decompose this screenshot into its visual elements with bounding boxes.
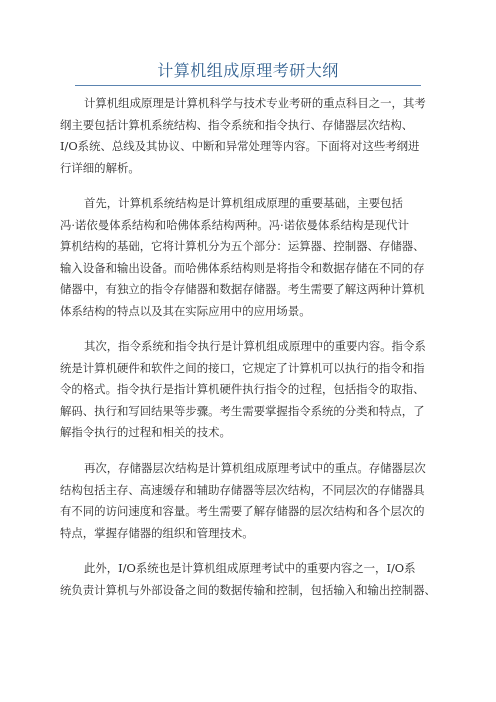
paragraph-line: 输入设备和输出设备。而哈佛体系结构则是将指令和数据存储在不同的存 bbox=[60, 260, 425, 275]
paragraph-line: 结构包括主存、高速缓存和辅助存储器等层次结构，不同层次的存储器具 bbox=[60, 482, 425, 497]
paragraph-line: 体系结构的特点以及其在实际应用中的应用场景。 bbox=[60, 303, 311, 318]
paragraph-line: 冯·诺依曼体系结构和哈佛体系结构两种。冯·诺依曼体系结构是现代计 bbox=[60, 217, 409, 232]
paragraph-architecture bbox=[60, 193, 440, 322]
paragraph-line: 统是计算机硬件和软件之间的接口，它规定了计算机可以执行的指令和指 bbox=[60, 360, 425, 375]
document-title: 计算机组成原理考研大纲 bbox=[157, 61, 339, 80]
paragraph-line: 再次，存储器层次结构是计算机组成原理考试中的重点。存储器层次 bbox=[84, 461, 426, 475]
paragraph-line: 算机结构的基础，它将计算机分为五个部分：运算器、控制器、存储器、 bbox=[60, 239, 425, 253]
paragraph-intro bbox=[60, 93, 440, 179]
title-underline bbox=[75, 85, 421, 86]
paragraph-line: I/O系统、总线及其协议、中断和异常处理等内容。下面将对这些考纲进 bbox=[60, 139, 420, 153]
paragraph-line: 特点，掌握存储器的组织和管理技术。 bbox=[60, 525, 254, 540]
paragraph-line: 储器中，有独立的指令存储器和数据存储器。考生需要了解这两种计算机 bbox=[60, 282, 425, 296]
paragraph-line: 首先，计算机系统结构是计算机组成原理的重要基础，主要包括 bbox=[84, 196, 403, 210]
paragraph-line: 统负责计算机与外部设备之间的数据传输和控制，包括输入和输出控制器、 bbox=[60, 582, 436, 597]
paragraph-line: 解码、执行和写回结果等步骤。考生需要掌握指令系统的分类和特点，了 bbox=[60, 403, 425, 418]
paragraph-line: 纲主要包括计算机系统结构、指令系统和指令执行、存储器层次结构、 bbox=[60, 117, 414, 132]
paragraph-line: 解指令执行的过程和相关的技术。 bbox=[60, 425, 231, 439]
paragraph-line: 此外，I/O系统也是计算机组成原理考试中的重要内容之一，I/O系 bbox=[84, 561, 416, 575]
paragraph-line: 行详细的解析。 bbox=[60, 160, 140, 175]
paragraph-instruction-set bbox=[60, 336, 440, 444]
paragraph-io-system bbox=[60, 558, 440, 601]
paragraph-line: 其次，指令系统和指令执行是计算机组成原理中的重要内容。指令系 bbox=[84, 339, 426, 353]
paragraph-memory-hierarchy bbox=[60, 458, 440, 544]
paragraph-line: 令的格式。指令执行是指计算机硬件执行指令的过程，包括指令的取指、 bbox=[60, 382, 425, 396]
paragraph-line: 计算机组成原理是计算机科学与技术专业考研的重点科目之一，其考 bbox=[84, 96, 426, 110]
paragraph-line: 有不同的访问速度和容量。考生需要了解存储器的层次结构和各个层次的 bbox=[60, 504, 425, 518]
